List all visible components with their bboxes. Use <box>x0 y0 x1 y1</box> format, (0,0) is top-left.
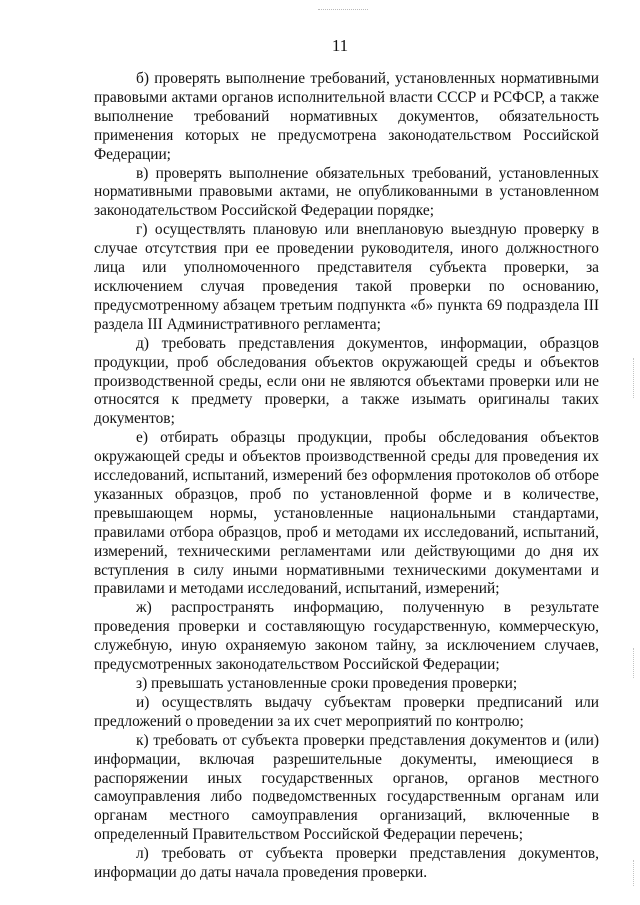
paragraph-k: к) требовать от субъекта проверки представления документов и (или) информации, включая разрешительные документы, имеющиеся в распоряжении иных государственных органов, органов местного самоуправления либо подведомственных государственным органам или органам местного самоуправления организаций, включенные в определенный Правительством Российской Федерации перечень; <box>94 731 599 844</box>
paragraph-d: д) требовать представления документов, информации, образцов продукции, проб обследования объектов окружающей среды и объектов производственной среды, если они не являются объектами проверки или не относятся к предмету проверки, а также изымать оригиналы таких документов; <box>94 334 599 428</box>
scan-artifact-top <box>318 9 368 10</box>
paragraph-z: з) превышать установленные сроки проведения проверки; <box>136 675 518 692</box>
page-number: 11 <box>331 36 349 55</box>
paragraph-g: г) осуществлять плановую или внеплановую выездную проверку в случае отсутствия при ее проведении руководителя, иного должностного лица или уполномоченного представителя субъекта проверки, за исключением случая проведения такой проверки по основанию, предусмотренному абзацем третьим подпункта «б» пункта 69 подраздела III раздела III Административного регламента; <box>94 221 599 333</box>
scan-artifact-edge <box>633 358 634 398</box>
paragraph-l: л) требовать от субъекта проверки представления документов, информации до даты начала проведения проверки. <box>94 845 599 882</box>
paragraph-v: в) проверять выполнение обязательных требований, установленных нормативными правовыми актами, не опубликованными в установленном законодательством Российской Федерации порядке; <box>94 164 599 220</box>
paragraph-i: и) осуществлять выдачу субъектам проверки предписаний или предложений о проведении за их счет мероприятий по контролю; <box>94 693 599 730</box>
paragraph-e: е) отбирать образцы продукции, пробы обследования объектов окружающей среды и объектов производственной среды для проведения их исследований, испытаний, измерений без оформления протоколов об отборе указанных образцов, проб по установленной форме и в количестве, превышающем нормы, установленные национальными стандартами, правилами отбора образцов, проб и методами их исследований, испытаний, измерений, техническими регламентами или действующими до дня их вступления в силу иными нормативными техническими документами и правилами и методами исследований, испытаний, измерений; <box>94 429 599 598</box>
scan-artifact-edge <box>633 860 634 886</box>
document-body <box>94 70 599 883</box>
paragraph-zh: ж) распространять информацию, полученную в результате проведения проверки и составляющую государственную, коммерческую, служебную, иную охраняемую законом тайну, за исключением случаев, предусмотренных законодательством Российской Федерации; <box>94 599 599 674</box>
scan-artifact-edge <box>633 648 634 678</box>
paragraph-b: б) проверять выполнение требований, установленных нормативными правовыми актами органов исполнительной власти СССР и РСФСР, а также выполнение требований нормативных документов, обязательность применения которых не предусмотрена законодательством Российской Федерации; <box>94 70 599 163</box>
